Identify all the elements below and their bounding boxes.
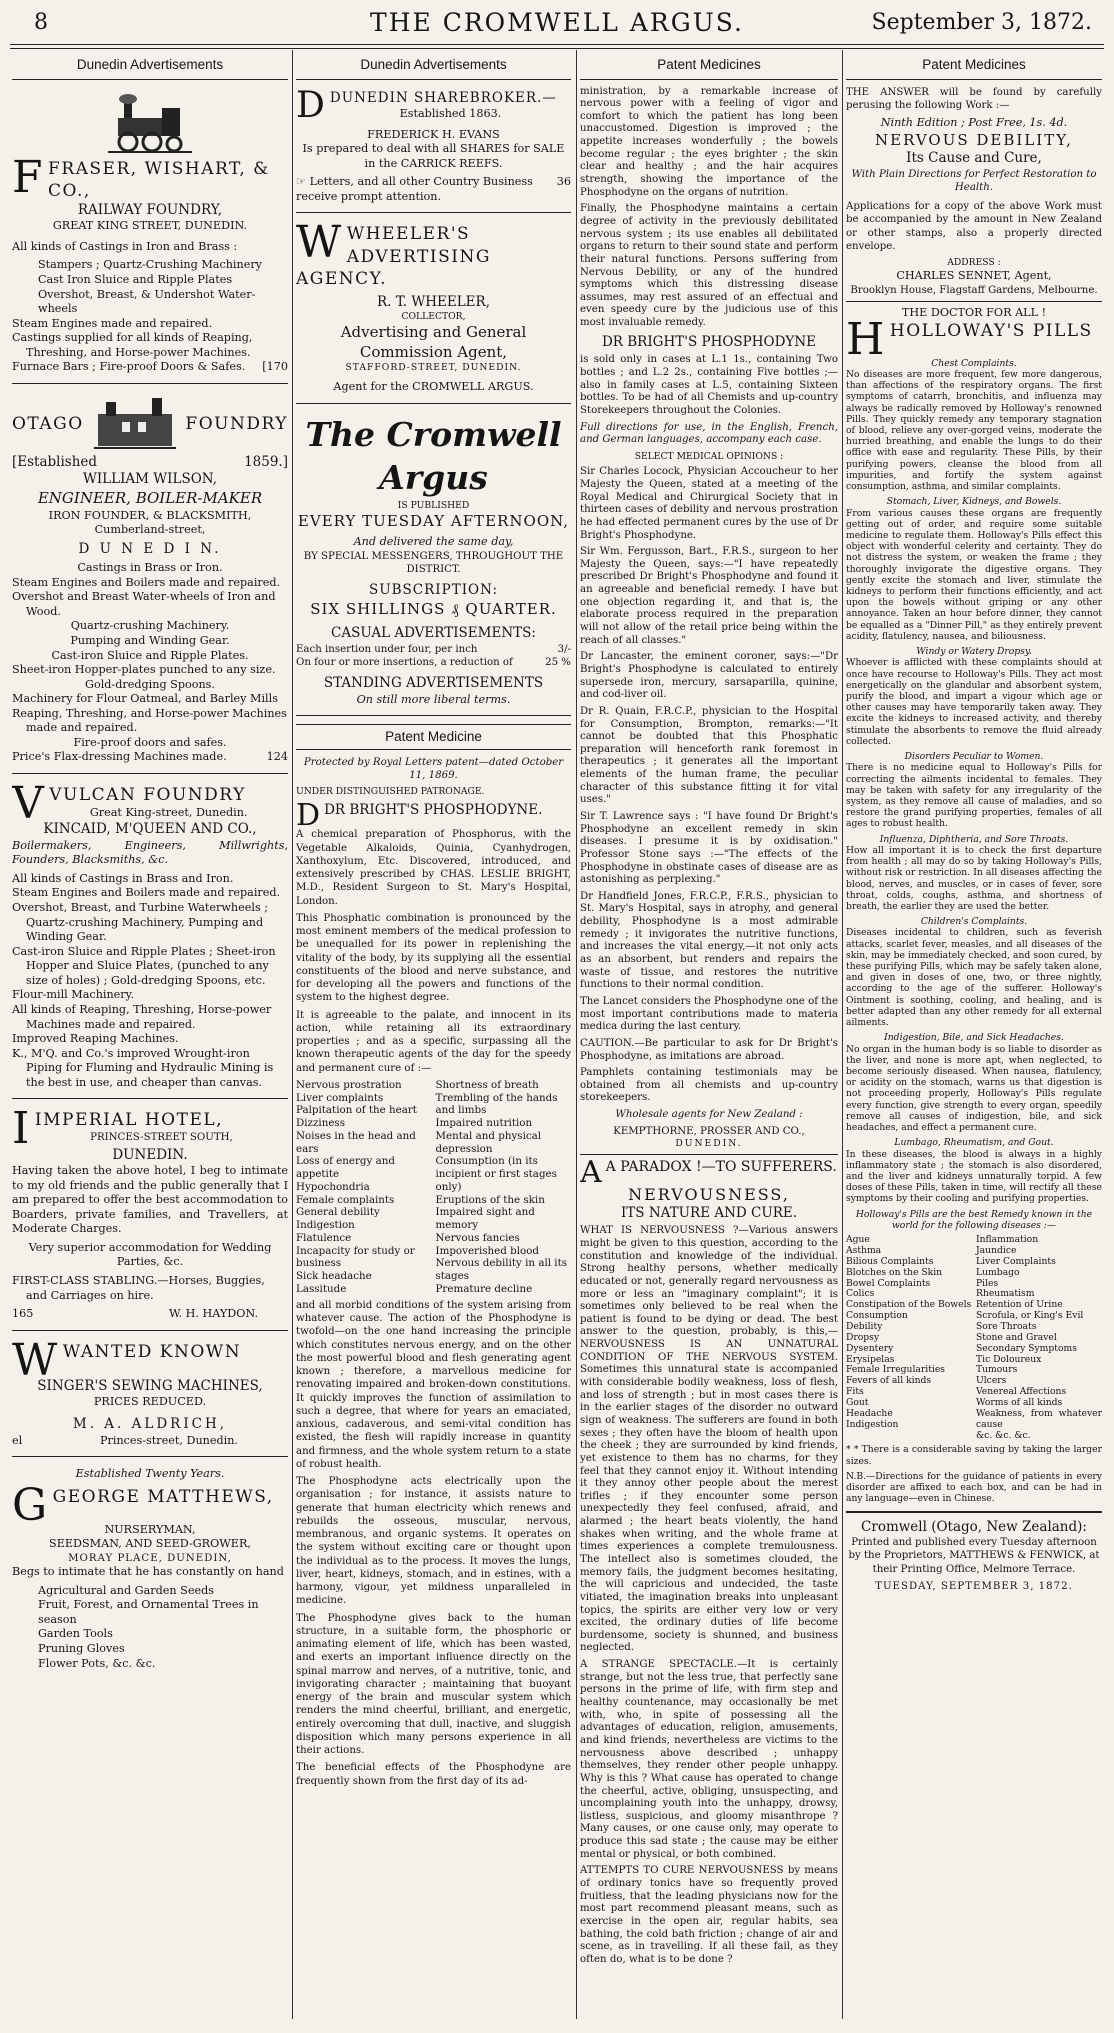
ailment: Lassitude xyxy=(296,1283,347,1296)
patent-medicine-header: Patent Medicine xyxy=(296,724,571,750)
col4-book-sub: Its Cause and Cure, xyxy=(906,150,1042,167)
disease: Female Irregularities xyxy=(846,1364,945,1376)
holloway-section-text: No organ in the human body is so liable to disorder as the liver, and none is more apt, when neglected, to become seriously diseased. When nausea, flatulency, or acidity on the stomach, warns us that digestion is not proceeding properly, Holloway's Pills regulate every function, give strength to every organ, speedily remove all causes of indigestion, bile, and sick headaches, and effect a permanent cure. xyxy=(846,1043,1102,1134)
imperial-ref: 165 xyxy=(12,1307,34,1321)
masthead-rule xyxy=(10,44,1104,45)
imprint-title: Cromwell (Otago, New Zealand): xyxy=(861,1518,1087,1535)
otago-city: D U N E D I N. xyxy=(78,540,222,557)
page-number: 8 xyxy=(34,10,48,35)
ailment: Impoverished blood xyxy=(435,1244,539,1257)
disease: Consumption xyxy=(846,1310,908,1322)
wanted-title: WWANTED KNOWN xyxy=(12,1334,242,1386)
disease: Jaundice xyxy=(976,1244,1017,1256)
disease: Piles xyxy=(976,1277,999,1289)
ailment: Nervous prostration xyxy=(296,1078,402,1091)
argus-title: The Cromwell Argus xyxy=(305,414,562,497)
otago-item: Castings in Brass or Iron. xyxy=(77,561,223,575)
phosphodyne-ad xyxy=(296,756,571,1788)
otago-owner: WILLIAM WILSON, xyxy=(82,471,218,488)
phos-p2: This Phosphatic combination is pronounced by the most eminent members of the medical profession to be unequalled for its power in replenishing the vitality of the body, by its supplying all the essential constituents of the blood and nerve substance, and for developing all the powers and functions of the system to the highest degree. xyxy=(296,912,571,1004)
holloway-section-heading: Influenza, Diphtheria, and Sore Throats. xyxy=(879,833,1069,845)
wanted-ref: el xyxy=(12,1433,23,1447)
vulcan-title: VVULCAN FOUNDRY xyxy=(12,778,246,830)
col3-opinion: The Lancet considers the Phosphodyne one of the most important contributions made to materia medica during the last century. xyxy=(580,995,838,1033)
col4-answer: THE ANSWER will be found by carefully perusing the following Work :— xyxy=(846,86,1102,111)
fraser-subtitle: RAILWAY FOUNDRY, xyxy=(77,201,223,218)
phos-ailments-right xyxy=(436,1079,572,1296)
ailment: Indigestion xyxy=(296,1219,355,1232)
fraser-address: GREAT KING STREET, DUNEDIN. xyxy=(52,219,248,233)
phos-protected: Protected by Royal Letters patent—dated October 11, 1869. xyxy=(303,756,564,782)
disease: Sore Throats xyxy=(976,1320,1037,1332)
fraser-item: Overshot, Breast, & Undershot Water-wheels xyxy=(38,287,256,316)
disease: Venereal Affections xyxy=(976,1386,1067,1398)
disease: Stone and Gravel xyxy=(976,1331,1057,1343)
vulcan-item: K., M'Q. and Co.'s improved Wrought-iron Piping for Fluming and Hydraulic Mining is the best in use, and cheaper than canvas. xyxy=(12,1046,274,1089)
wheeler-business: Advertising and General Commission Agent, xyxy=(340,323,527,361)
holloway-section-text: Diseases incidental to children, such as feverish attacks, scarlet fever, measles, and all diseases of the skin, may be immediately checked, and soon cured, by these purifying Pills, which may be safely taken alone, and given in doses of one, two, or three nightly, according to the age of the sufferer. Holloway's Ointment is soothing, cooling, and healing, and is better adapted than any other remedy for all external ailments. xyxy=(846,927,1102,1029)
phos-title: DDR BRIGHT'S PHOSPHODYNE. xyxy=(296,798,543,834)
disease: Fits xyxy=(846,1386,864,1398)
disease: Tic Doloureux xyxy=(976,1353,1042,1365)
otago-item: Cast-iron Sluice and Ripple Plates. xyxy=(51,648,249,662)
disease: Asthma xyxy=(846,1244,882,1256)
col3-paradox: A A PARADOX !—TO SUFFERERS. xyxy=(580,1154,837,1190)
section-header: Dunedin Advertisements xyxy=(296,54,571,80)
vulcan-foundry-ad xyxy=(12,780,288,1099)
phos-ailments xyxy=(296,1079,571,1296)
col4-doctor: THE DOCTOR FOR ALL ! xyxy=(901,305,1047,319)
vulcan-item: All kinds of Castings in Brass and Iron. xyxy=(12,871,234,885)
sharebroker-title: DDUNEDIN SHAREBROKER.— xyxy=(296,84,557,126)
masthead xyxy=(0,0,1114,46)
sharebroker-name: FREDERICK H. EVANS xyxy=(367,127,500,141)
disease: Liver Complaints xyxy=(976,1255,1056,1267)
holloway-section-heading: Disorders Peculiar to Women. xyxy=(904,751,1044,763)
phos-p4: and all morbid conditions of the system arising from whatever cause. The action of the Phosphodyne is twofold—on the one hand increasing the principle which constitutes nervous energy, and on the other the most powerful blood and flesh generating agent known ; therefore, a marvellous medicine for renovating impaired and broken-down constitutions. It quickly improves the function of assimilation to such a degree, that where for years an emaciated, anxious, cadaverous, and semi-vital condition has existed, the flesh will rapidly increase in quantity and firmness, and the whole system return to a state of robust health. xyxy=(296,1299,571,1470)
wanted-line1: SINGER'S SEWING MACHINES, xyxy=(37,1377,263,1394)
imperial-city: DUNEDIN. xyxy=(112,1146,188,1163)
matthews-ad xyxy=(12,1463,288,1679)
ailment: Shortness of breath xyxy=(435,1078,539,1091)
otago-item: Steam Engines and Boilers made and repaired. xyxy=(12,575,281,589)
matthews-item: Agricultural and Garden Seeds xyxy=(38,1583,214,1597)
sharebroker-ad xyxy=(296,86,571,214)
phos-patronage: UNDER DISTINGUISHED PATRONAGE. xyxy=(296,786,485,798)
disease: Weakness, from whatever cause xyxy=(976,1407,1102,1430)
section-header: Dunedin Advertisements xyxy=(12,54,288,80)
column-rule xyxy=(292,50,293,2019)
imperial-body: Having taken the above hotel, I beg to intimate to my old friends and the public generally that I am prepared to offer the best accommodation to Boarders, private families, and Travellers, at Moderate Charges. xyxy=(12,1164,288,1236)
argus-subscription-label: SUBSCRIPTION: xyxy=(369,582,498,599)
disease: Inflammation xyxy=(976,1234,1039,1246)
imperial-wedding: Very superior accommodation for Wedding Parties, &c. xyxy=(28,1240,272,1269)
phos-p5: The Phosphodyne acts electrically upon the organisation ; for instance, it assists nature to generate that human electricity which renews and rebuilds the osseous, muscular, nervous, membranous, and organic systems. It operates on the system without exciting care or thought upon the individual as to the process. It moves the lungs, liver, heart, kidneys, stomach, and in estines, with a harmony, vigour, yet mildness unparalleled in medicine. xyxy=(296,1476,571,1607)
disease: Secondary Symptoms xyxy=(976,1342,1077,1354)
col3-n1: WHAT IS NERVOUSNESS ?—Various answers might be given to this question, according to the constitution and knowledge of the individual. Strong healthy persons, whether medically educated or not, generally regard nervousness as more or less an "imaginary complaint"; it is sometimes only believed to be real when the patient is found to be dying or dead. The best answer to the question, probably, is this,—NERVOUSNESS IS AN UNNATURAL CONDITION OF THE NERVOUS SYSTEM. Sometimes this unnatural state is accompanied with considerable bodily weakness, loss of flesh, and loss of strength ; but in most cases there is in the earlier stages of the disorder no outward sign of weakness. The sufferers are found in both sexes ; they often have the bloom of health upon the cheek ; they are surrounded by kind friends, yet existence to them has no charms, for they feel that they cannot enjoy it. Without intending it they annoy other people about the merest trifles ; if they encounter some person unexpectedly they feel confused, afraid, and alarmed ; the heart beats violently, the hand shakes when writing, and the whole frame at times experiences a complete tremulousness. The intellect also is sometimes clouded, the memory fails, the judgment becomes hesitating, the will capricious and undecided, the taste vitiated, the imagination breaks into unpleasant topics, the spirits are either very low or very excited, the ordinary duties of life become burdensome, society is shunned, and business neglected. xyxy=(580,1225,838,1654)
matthews-item: Fruit, Forest, and Ornamental Trees in season xyxy=(38,1598,259,1626)
sharebroker-established: Established 1863. xyxy=(399,107,502,121)
otago-est-label: [Established xyxy=(12,453,98,470)
wheeler-street: STAFFORD-STREET, DUNEDIN. xyxy=(345,362,522,374)
imprint-date: TUESDAY, SEPTEMBER 3, 1872. xyxy=(875,1580,1073,1592)
otago-item: Machinery for Flour Oatmeal, and Barley Mills xyxy=(12,692,278,706)
matthews-intro: Begs to intimate that he has constantly on hand xyxy=(12,1565,284,1579)
matthews-item: Flower Pots, &c. &c. xyxy=(38,1656,156,1670)
otago-street: Cumberland-street, xyxy=(94,523,206,537)
otago-last-line: Price's Flax-dressing Machines made. 124 xyxy=(12,750,288,764)
vulcan-owners: KINCAID, M'QUEEN AND CO., xyxy=(43,821,257,838)
wanted-known-ad xyxy=(12,1334,288,1457)
wheeler-ad xyxy=(296,219,571,403)
fraser-wishart-ad xyxy=(12,86,288,384)
holloway-section-heading: Chest Complaints. xyxy=(931,357,1017,369)
wanted-street: Princes-street, Dunedin. xyxy=(99,1433,238,1447)
otago-est-year: 1859.] xyxy=(244,453,288,470)
vulcan-item: Flour-mill Machinery. xyxy=(12,988,135,1002)
holloway-section-heading: Lumbago, Rheumatism, and Gout. xyxy=(894,1137,1054,1149)
col4-edition: Ninth Edition ; Post Free, 1s. 4d. xyxy=(880,116,1068,130)
col4-agent-address: Brooklyn House, Flagstaff Gardens, Melbourne. xyxy=(846,284,1102,302)
wheeler-title: WWHEELER'S ADVERTISING AGENCY. xyxy=(296,217,491,289)
fraser-title: FFRASER, WISHART, & CO., xyxy=(12,151,270,203)
ailment: Impaired nutrition xyxy=(435,1117,533,1130)
holloway-section-text: There is no medicine equal to Holloway's Pills for correcting the ailments incidental to females. They may be taken with safety for any irregularity of the system, as they remove all cause of maladies, and so restore the grand purifying properties, females of all ages to robust health. xyxy=(846,762,1102,830)
sharebroker-body: Is prepared to deal with all SHARES for SALE in the CARRICK REEFS. xyxy=(302,142,565,170)
matthews-item: Pruning Gloves xyxy=(38,1642,125,1656)
ailment: Hypochondria xyxy=(296,1180,370,1193)
sharebroker-note: ☞ Letters, and all other Country Business receive prompt attention. 36 xyxy=(296,175,571,203)
col3-opinion: Sir T. Lawrence says : "I have found Dr Bright's Phosphodyne an excellent remedy in skin diseases. I presume it is by oxidisation." Professor Stone says :—"The effects of the Phosphodyne in obstinate cases of disease are as astonishing as perplexing." xyxy=(580,811,838,886)
vulcan-trades: Boilermakers, Engineers, Millwrights, Founders, Blacksmiths, &c. xyxy=(12,838,288,867)
otago-item: Overshot and Breast Water-wheels of Iron and Wood. xyxy=(12,590,276,618)
col3-pamphlets: Pamphlets containing testimonials may be obtained from all chemists and up-country storekeepers. xyxy=(580,1067,838,1104)
holloway-nb: N.B.—Directions for the guidance of patients in every disorder are affixed to each box, and can be had in any language—even in Chinese. xyxy=(846,1470,1102,1505)
column-2 xyxy=(296,54,571,2019)
vulcan-item: Overshot, Breast, and Turbine Waterwheels ; Quartz-crushing Machinery, Pumping and Winding Gear. xyxy=(12,901,269,944)
col3-n3: ATTEMPTS TO CURE NERVOUSNESS by means of ordinary tonics have so frequently proved fruitless, that the leading physicians now for the most part recommend pleasant means, such as exercise in the open air, regular habits, sea bathing, the cold bath friction ; change of air and scene, as in travelling. If all these fail, as they often do, what is to be done ? xyxy=(580,1865,838,1965)
otago-trade2: IRON FOUNDER, & BLACKSMITH, xyxy=(48,508,252,522)
wheeler-role: COLLECTOR, xyxy=(401,311,466,323)
holloway-title: HHOLLOWAY'S PILLS xyxy=(846,314,1093,366)
wanted-line2: PRICES REDUCED. xyxy=(93,1395,207,1409)
holloway-section-heading: Indigestion, Bile, and Sick Headaches. xyxy=(884,1032,1064,1044)
section-header: Patent Medicines xyxy=(580,54,838,80)
col3-opinion: Dr R. Quain, F.R.C.P., physician to the Hospital for Consumption, Brompton, remarks:—"It cannot be doubted that this Phosphatic preparation will henceforth rank foremost in therapeutics ; it generates all the important elements of the human frame, the peculiar character of this substance fitting it for vital uses." xyxy=(580,705,838,806)
ailment: Impaired sight and memory xyxy=(435,1206,535,1232)
issue-date: September 3, 1872. xyxy=(871,10,1092,35)
holloway-remedy-heading: Holloway's Pills are the best Remedy known in the world for the following diseases :— xyxy=(855,1208,1093,1231)
vulcan-item: Improved Reaping Machines. xyxy=(12,1032,179,1046)
argus-casual-label: CASUAL ADVERTISEMENTS: xyxy=(331,625,536,642)
ailment: Trembling of the hands and limbs xyxy=(435,1091,558,1117)
otago-trade: ENGINEER, BOILER-MAKER xyxy=(37,489,263,507)
fraser-intro: All kinds of Castings in Iron and Brass : xyxy=(12,239,238,253)
masthead-rule-2 xyxy=(10,48,1104,49)
fraser-line: Steam Engines made and repaired. xyxy=(12,316,213,330)
wanted-name: M. A. ALDRICH, xyxy=(72,1416,228,1432)
holloway-section-text: From various causes these organs are frequently getting out of order, and require some suitable medicine to regulate them. Holloway's Pills effect this object with wonderful celerity and certainty. They do not distress the system, or weaken the frame ; they thoroughly invigorate the digestive organs. They gently excite the stomach and liver, stimulate the kidneys to perform their functions efficiently, and act upon the bowels without griping or any other annoyance. Taken an hour before dinner, they cannot be equalled as a "Dinner Pill," as they entirely prevent acidity, flatulency, nausea, and biliousness. xyxy=(846,507,1102,642)
column-1 xyxy=(12,54,288,2019)
holloway-section-text: Whoever is afflicted with these complaints should at once have recourse to Holloway's Pills. They act most energetically on the glandular and absorbent system, purify the blood, and impart a vigour which age or other causes may have temporarily taken away. They excite the kidneys to increased activity, and thereby stimulate the absorbents to remove the fluid already collected. xyxy=(846,657,1102,747)
argus-published: IS PUBLISHED xyxy=(397,499,470,511)
otago-item: Quartz-crushing Machinery. xyxy=(70,619,230,633)
holloway-section-text: In these diseases, the blood is always in a highly inflammatory state ; the stomach is also disordered, and the liver and kidneys unnaturally torpid. A few doses of these Pills, taken in time, will rectify all these symptoms by their cooling and purifying properties. xyxy=(846,1148,1102,1205)
holloway-section-heading: Windy or Watery Dropsy. xyxy=(916,646,1032,658)
ailment: Nervous debility in all its stages xyxy=(435,1257,568,1283)
matthews-title: GGEORGE MATTHEWS, xyxy=(12,1479,274,1531)
phos-p3: It is agreeable to the palate, and innocent in its action, while retaining all its extraordinary properties ; and as a specific, surpassing all the known therapeutic agents of the day for the speedy and permanent cure of :— xyxy=(296,1009,571,1074)
wheeler-agent: Agent for the CROMWELL ARGUS. xyxy=(333,380,534,394)
col3-agents: KEMPTHORNE, PROSSER AND CO., xyxy=(613,1125,805,1137)
col4-book-title: NERVOUS DEBILITY, xyxy=(875,130,1073,149)
ailment: General debility xyxy=(296,1206,380,1219)
disease: Tumours xyxy=(976,1364,1018,1376)
otago-title-right: FOUNDRY xyxy=(185,413,288,434)
fraser-item: Stampers ; Quartz-Crushing Machinery xyxy=(38,258,262,272)
argus-rate2: On four or more insertions, a reduction of 25 % xyxy=(296,656,571,668)
ailment: Liver complaints xyxy=(296,1091,384,1104)
foundry-illustration xyxy=(92,394,178,454)
locomotive-illustration xyxy=(104,92,196,154)
phos-p7: The beneficial effects of the Phosphodyne are frequently shown from the first day of its ad- xyxy=(296,1762,571,1787)
disease: Bowel Complaints xyxy=(846,1277,931,1289)
col4-address-label: ADDRESS : xyxy=(947,257,1001,269)
col3-p2: Finally, the Phosphodyne maintains a certain degree of activity in the previously debilitated nervous system ; its use enables all debilitated organs to return to their sound state and perform their natural functions. Persons suffering from Nervous Debility, or any of the hundred symptoms which this distressing disease assumes, may rest assured of an effectual and even speedy cure by the judicious use of this most invaluable remedy. xyxy=(580,203,838,329)
col4-agent-name: CHARLES SENNET, Agent, xyxy=(896,269,1052,283)
otago-item: Fire-proof doors and safes. xyxy=(73,735,227,749)
ailment: Mental and physical depression xyxy=(435,1129,542,1155)
disease: Worms of all kinds xyxy=(976,1396,1063,1408)
matthews-trade1: NURSERYMAN, xyxy=(104,1522,196,1536)
argus-messengers: BY SPECIAL MESSENGERS, THROUGHOUT THE DISTRICT. xyxy=(303,550,564,575)
matthews-address: MORAY PLACE, DUNEDIN, xyxy=(68,1552,232,1564)
otago-item: Pumping and Winding Gear. xyxy=(70,633,230,647)
holloway-section-text: No diseases are more frequent, few more dangerous, than affections of the respiratory organs. The first symptoms of catarrh, bronchitis, and influenza may always be radically removed by Holloway's renowned Pills. They quickly remedy any temporary stagnation of blood, relieve any over-gorged veins, moderate the hurried breathing, and enable the lungs to do their office with ease and regularity. These Pills, by their purifying powers, cleanse the blood from all impurities, and fortify the system against consumption, asthma, and similar complaints. xyxy=(846,368,1102,493)
column-rule xyxy=(576,50,577,2019)
col3-nervous-sub: ITS NATURE AND CURE. xyxy=(620,1204,798,1221)
col3-opinions: SELECT MEDICAL OPINIONS : xyxy=(634,450,784,462)
diseases-right xyxy=(976,1235,1102,1441)
col4-book-directions: With Plain Directions for Perfect Restoration to Health. xyxy=(851,168,1097,193)
imperial-street: PRINCES-STREET SOUTH, xyxy=(90,1132,233,1144)
ailment: Eruptions of the skin xyxy=(435,1193,545,1206)
imperial-stabling: FIRST-CLASS STABLING.—Horses, Buggies, and Carriages on hire. xyxy=(12,1274,265,1302)
disease: Ague xyxy=(846,1234,870,1246)
otago-item: Reaping, Threshing, and Horse-power Machines made and repaired. xyxy=(12,706,287,735)
fraser-line: Castings supplied for all kinds of Reaping, Threshing, and Horse-power Machines. xyxy=(12,331,253,359)
holloway-diseases xyxy=(846,1235,1102,1441)
holloway-section-text: How all important it is to check the first departure from health ; all may do so by taking Holloway's Pills, without risk or restriction. In all diseases affecting the blood, nerves, and muscles, or in cases of fever, sore throat, colds, coughs, asthma, and shortness of breath, the earlier they are used the better. xyxy=(846,844,1102,912)
col3-phosphodyne-title: DR BRIGHT'S PHOSPHODYNE xyxy=(601,333,816,350)
disease: Colics xyxy=(846,1288,875,1300)
argus-rate1: Each insertion under four, per inch 3/- xyxy=(296,643,571,655)
disease: Rheumatism xyxy=(976,1288,1035,1300)
holloway-section-heading: Stomach, Liver, Kidneys, and Bowels. xyxy=(886,496,1062,508)
disease: &c. &c. &c. xyxy=(976,1429,1031,1441)
newspaper-title: THE CROMWELL ARGUS. xyxy=(370,8,744,37)
ailment: Premature decline xyxy=(435,1283,533,1296)
matthews-established: Established Twenty Years. xyxy=(75,1467,225,1481)
argus-liberal: On still more liberal terms. xyxy=(356,692,511,706)
argus-delivered: And delivered the same day, xyxy=(353,535,514,548)
ailment: Sick headache xyxy=(296,1270,372,1283)
matthews-trade2: SEEDSMAN, AND SEED-GROWER, xyxy=(49,1537,251,1551)
disease: Headache xyxy=(846,1407,893,1419)
disease: Dysentery xyxy=(846,1342,894,1354)
section-header: Patent Medicines xyxy=(846,54,1102,80)
argus-day: EVERY TUESDAY AFTERNOON, xyxy=(297,511,570,530)
imperial-hotel-ad xyxy=(12,1105,288,1330)
imprint xyxy=(846,1511,1102,1594)
disease: Dropsy xyxy=(846,1331,880,1343)
argus-subscription: SIX SHILLINGS ₰ QUARTER. xyxy=(310,599,557,618)
col3-opinion: Dr Handfield Jones, F.R.C.P., F.R.S., physician to St. Mary's Hospital, says in atrophy, and general debility, Phosphodyne is a most admirable remedy ; it invigorates the nutritive functions, and increases the vital energy,—it not only acts as an absorbent, but renders and repairs the waste of tissue, and restores the nutritive functions to their normal condition. xyxy=(580,890,838,991)
holloway-saving: * * There is a considerable saving by taking the larger sizes. xyxy=(846,1444,1102,1467)
disease: Bilious Complaints xyxy=(846,1255,934,1267)
holloway-section-heading: Children's Complaints. xyxy=(920,916,1028,928)
col3-opinion: Sir Wm. Fergusson, Bart., F.R.S., surgeon to her Majesty the Queen, says:—"I have repeatedly prescribed Dr Bright's Phosphodyne and found it an agreeable and beneficial remedy. I have but one objection regarding it, and that is, the elaborate process required in the preparation will not allow of the retail price being within the reach of all classes." xyxy=(580,546,838,646)
col3-nervous-title: NERVOUSNESS, xyxy=(628,1184,790,1204)
col3-agents-city: DUNEDIN. xyxy=(580,1138,838,1154)
vulcan-street: Great King-street, Dunedin. xyxy=(89,806,248,820)
col3-directions: Full directions for use, in the English, French, and German languages, accompany each case. xyxy=(580,421,838,446)
fraser-item: Cast Iron Sluice and Ripple Plates xyxy=(38,272,233,286)
col3-wholesale: Wholesale agents for New Zealand : xyxy=(615,1109,803,1121)
vulcan-item: Cast-iron Sluice and Ripple Plates ; Sheet-iron Hopper and Sluice Plates, (punched to any size of holes) ; Gold-dredging Spoons, etc. xyxy=(12,944,276,987)
disease: Debility xyxy=(846,1320,883,1332)
column-3 xyxy=(580,54,838,2019)
disease: Scrofula, or King's Evil xyxy=(976,1310,1084,1322)
col3-caution: CAUTION.—Be particular to ask for Dr Bright's Phosphodyne, as imitations are abroad. xyxy=(580,1037,838,1062)
col3-opinion: Dr Lancaster, the eminent coroner, says:—"Dr Bright's Phosphodyne is calculated to entirely supersede iron, mercury, sarsaparilla, quinine, and cod-liver oil. xyxy=(580,651,838,701)
phos-p1: A chemical preparation of Phosphorus, with the Vegetable Alkaloids, Quinia, Cyanhydrogen, Xanthoxylum, Etc. Discovered, introduced, and extensively prescribed by CHAS. LESLIE BRIGHT, M.D., Resident Surgeon to St. Mary's Hospital, London. xyxy=(296,829,571,907)
otago-item: Sheet-iron Hopper-plates punched to any size. xyxy=(12,663,276,677)
otago-item: Gold-dredging Spoons. xyxy=(85,677,215,691)
imperial-owner: W. H. HAYDON. xyxy=(168,1307,258,1321)
ailment: Dizziness xyxy=(296,1117,345,1130)
wheeler-name: R. T. WHEELER, xyxy=(377,293,490,310)
ailment: Nervous fancies xyxy=(435,1231,520,1244)
col3-p3: is sold only in cases at L.1 1s., containing Two bottles ; and L.2 2s., containing Five bottles ;—also in family cases at L.5, containing Sixteen bottles. To be had of all Chemists and up-country Storekeepers throughout the Colonies. xyxy=(580,354,838,417)
ailment: Consumption (in its incipient or first stages only) xyxy=(435,1155,557,1193)
col3-n2: A STRANGE SPECTACLE.—It is certainly strange, but not the less true, that perfectly sane persons in the prime of life, with firm step and healthy countenance, may occasionally be met with, who, in spite of possessing all the advantages of education, religion, amusements, and kind friends, nevertheless are victims to the nervousness above described ; unhappy themselves, they render other people unhappy. Why is this ? What cause has operated to change the cheerful, active, obliging, unsuspecting, and uncomplaining youth into the unhappy, drowsy, listless, suspicious, and gloomy misanthrope ? Many causes, or one cause only, may operate to produce this sad state ; the cause may be either mental or physical, or both combined. xyxy=(580,1659,838,1860)
ailment: Loss of energy and appetite xyxy=(296,1155,395,1181)
col4-applications: Applications for a copy of the above Work must be accompanied by the amount in New Zealand or other stamps, also a properly directed envelope. xyxy=(846,201,1102,252)
column-4 xyxy=(846,54,1102,2019)
ailment: Palpitation of the heart xyxy=(296,1104,417,1117)
phos-p6: The Phosphodyne gives back to the human structure, in a suitable form, the phosphoric or animating element of life, which has been wasted, and exerts an important influence directly on the spinal marrow and nerves, of a nutritive, tonic, and invigorating character ; maintaining that buoyant energy of the brain and muscular system which renders the mind cheerful, brilliant, and energetic, entirely overcoming that dull, inactive, and sluggish disposition which many persons experience in all their actions. xyxy=(296,1612,571,1757)
ailment: Female complaints xyxy=(296,1193,395,1206)
ailment: Noises in the head and ears xyxy=(296,1129,416,1155)
disease: Constipation of the Bowels xyxy=(846,1299,972,1311)
argus-standing: STANDING ADVERTISEMENTS xyxy=(323,675,544,692)
disease: Gout xyxy=(846,1396,869,1408)
col3-p1: ministration, by a remarkable increase of nervous power with a feeling of vigor and comfort to which the patient has long been unaccustomed. Digestion is improved ; the appetite increases wonderfully ; the bowels become regular ; the eyes brighter ; the skin clear and healthy ; and the hair acquires strength, showing the importance of the Phosphodyne on the organs of nutrition. xyxy=(580,85,838,198)
vulcan-item: Steam Engines and Boilers made and repaired. xyxy=(12,886,281,900)
fraser-last-line: Furnace Bars ; Fire-proof Doors & Safes. [170 xyxy=(12,360,288,374)
column-rule xyxy=(842,50,843,2019)
col3-opinion: Sir Charles Locock, Physician Accoucheur to her Majesty the Queen, stated at a meeting of the Royal Medical and Chirurgical Society that in thirteen cases of debility and nervous prostration he had effected permanent cures by the use of Dr Bright's Phosphodyne. xyxy=(580,466,838,541)
disease: Retention of Urine xyxy=(976,1299,1063,1311)
disease: Ulcers xyxy=(976,1375,1007,1387)
otago-title-left: OTAGO xyxy=(12,413,84,434)
ailment: Incapacity for study or business xyxy=(296,1244,415,1270)
vulcan-item: All kinds of Reaping, Threshing, Horse-power Machines made and repaired. xyxy=(12,1002,272,1031)
disease: Fevers of all kinds xyxy=(846,1375,932,1387)
phos-ailments-left xyxy=(296,1079,432,1296)
ailment: Flatulence xyxy=(296,1231,352,1244)
imperial-title: IIMPERIAL HOTEL, xyxy=(12,1103,224,1155)
imprint-text: Printed and published every Tuesday afternoon by the Proprietors, MATTHEWS & FENWICK, at their Printing Office, Melmore Terrace. xyxy=(848,1537,1100,1575)
argus-subscription-ad xyxy=(296,410,571,717)
disease: Lumbago xyxy=(976,1266,1020,1278)
diseases-left xyxy=(846,1235,972,1441)
disease: Indigestion xyxy=(846,1418,899,1430)
otago-foundry-ad xyxy=(12,390,288,774)
disease: Blotches on the Skin xyxy=(846,1266,943,1278)
matthews-item: Garden Tools xyxy=(38,1627,113,1641)
disease: Erysipelas xyxy=(846,1353,895,1365)
